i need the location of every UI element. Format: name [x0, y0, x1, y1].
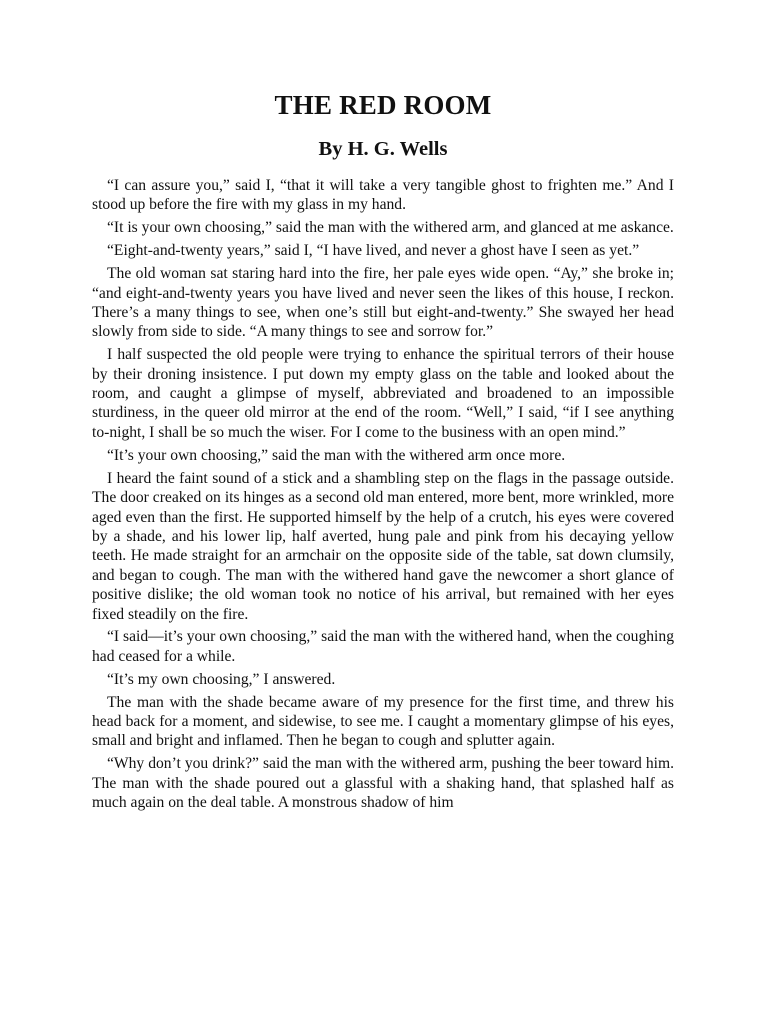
paragraph: “I said—it’s your own choosing,” said the man with the withered hand, when the coughing had ceased for a while. — [92, 628, 674, 665]
story-title: THE RED ROOM — [274, 90, 492, 120]
paragraph: “I can assure you,” said I, “that it will take a very tangible ghost to frighten me.” And I stood up before the fire with my glass in my hand. — [92, 177, 674, 214]
paragraph: “Eight-and-twenty years,” said I, “I have lived, and never a ghost have I seen as yet.” — [107, 242, 640, 260]
paragraph: “Why don’t you drink?” said the man with the withered arm, pushing the beer toward him. The man with the shade poured out a glassful with a shaking hand, that splashed half as much again on the deal table. A monstrous shadow of him — [92, 755, 674, 812]
paragraph: “It’s your own choosing,” said the man with the withered arm once more. — [107, 446, 566, 464]
story-body — [92, 176, 674, 813]
paragraph: The man with the shade became aware of my presence for the first time, and threw his head back for a moment, and sidewise, to see me. I caught a momentary glimpse of his eyes, small and bright and inflamed. Then he began to cough and splutter again. — [92, 693, 674, 750]
paragraph: “It is your own choosing,” said the man with the withered arm, and glanced at me askance. — [107, 219, 674, 237]
author-byline: By H. G. Wells — [318, 138, 448, 160]
document-page — [92, 86, 674, 816]
paragraph: I heard the faint sound of a stick and a shambling step on the flags in the passage outside. The door creaked on its hinges as a second old man entered, more bent, more wrinkled, more aged even than the first. He supported himself by the help of a crutch, his eyes were covered by a shade, and his lower lip, half averted, hung pale and pink from his decaying yellow teeth. He made straight for an armchair on the opposite side of the table, sat down clumsily, and began to cough. The man with the withered hand gave the newcomer a short glance of positive dislike; the old woman took no notice of his arrival, but remained with her eyes fixed steadily on the fire. — [92, 469, 674, 623]
paragraph: The old woman sat staring hard into the fire, her pale eyes wide open. “Ay,” she broke in; “and eight-and-twenty years you have lived and never seen the likes of this house, I reckon. There’s a many things to see, when one’s still but eight-and-twenty.” She swayed her head slowly from side to side. “A many things to see and sorrow for.” — [92, 265, 674, 341]
paragraph: “It’s my own choosing,” I answered. — [107, 670, 336, 688]
paragraph: I half suspected the old people were trying to enhance the spiritual terrors of their house by their droning insistence. I put down my empty glass on the table and looked about the room, and caught a glimpse of myself, abbreviated and broadened to an impossible sturdiness, in the queer old mirror at the end of the room. “Well,” I said, “if I see anything to-night, I shall be so much the wiser. For I come to the business with an open mind.” — [92, 346, 674, 441]
